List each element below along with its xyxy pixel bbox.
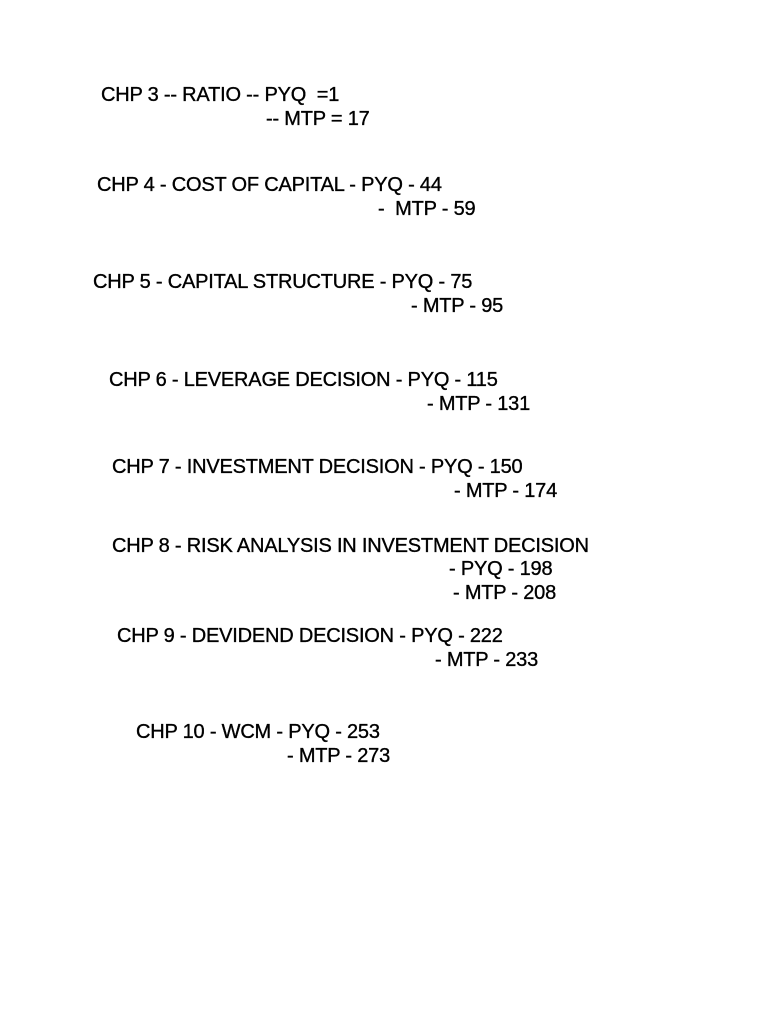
chapter-3-title: CHP 3 -- RATIO -- PYQ =1 [101,84,340,106]
chapter-5-title: CHP 5 - CAPITAL STRUCTURE - PYQ - 75 [93,271,473,293]
chapter-10-mtp: - MTP - 273 [287,745,391,767]
chapter-9-title: CHP 9 - DEVIDEND DECISION - PYQ - 222 [117,625,503,647]
chapter-3-mtp: -- MTP = 17 [266,108,370,130]
chapter-6-title: CHP 6 - LEVERAGE DECISION - PYQ - 115 [109,369,498,391]
chapter-8-mtp: - MTP - 208 [453,582,557,604]
chapter-5-mtp: - MTP - 95 [411,295,504,317]
chapter-7-mtp: - MTP - 174 [454,480,558,502]
chapter-6-mtp: - MTP - 131 [427,393,531,415]
chapter-7-title: CHP 7 - INVESTMENT DECISION - PYQ - 150 [112,456,523,478]
chapter-10-title: CHP 10 - WCM - PYQ - 253 [136,721,380,743]
chapter-4-title: CHP 4 - COST OF CAPITAL - PYQ - 44 [97,174,442,196]
chapter-4-mtp: - MTP - 59 [378,198,476,220]
chapter-8-pyq: - PYQ - 198 [449,558,553,580]
chapter-8-title: CHP 8 - RISK ANALYSIS IN INVESTMENT DECISION [112,535,589,557]
chapter-9-mtp: - MTP - 233 [435,649,539,671]
